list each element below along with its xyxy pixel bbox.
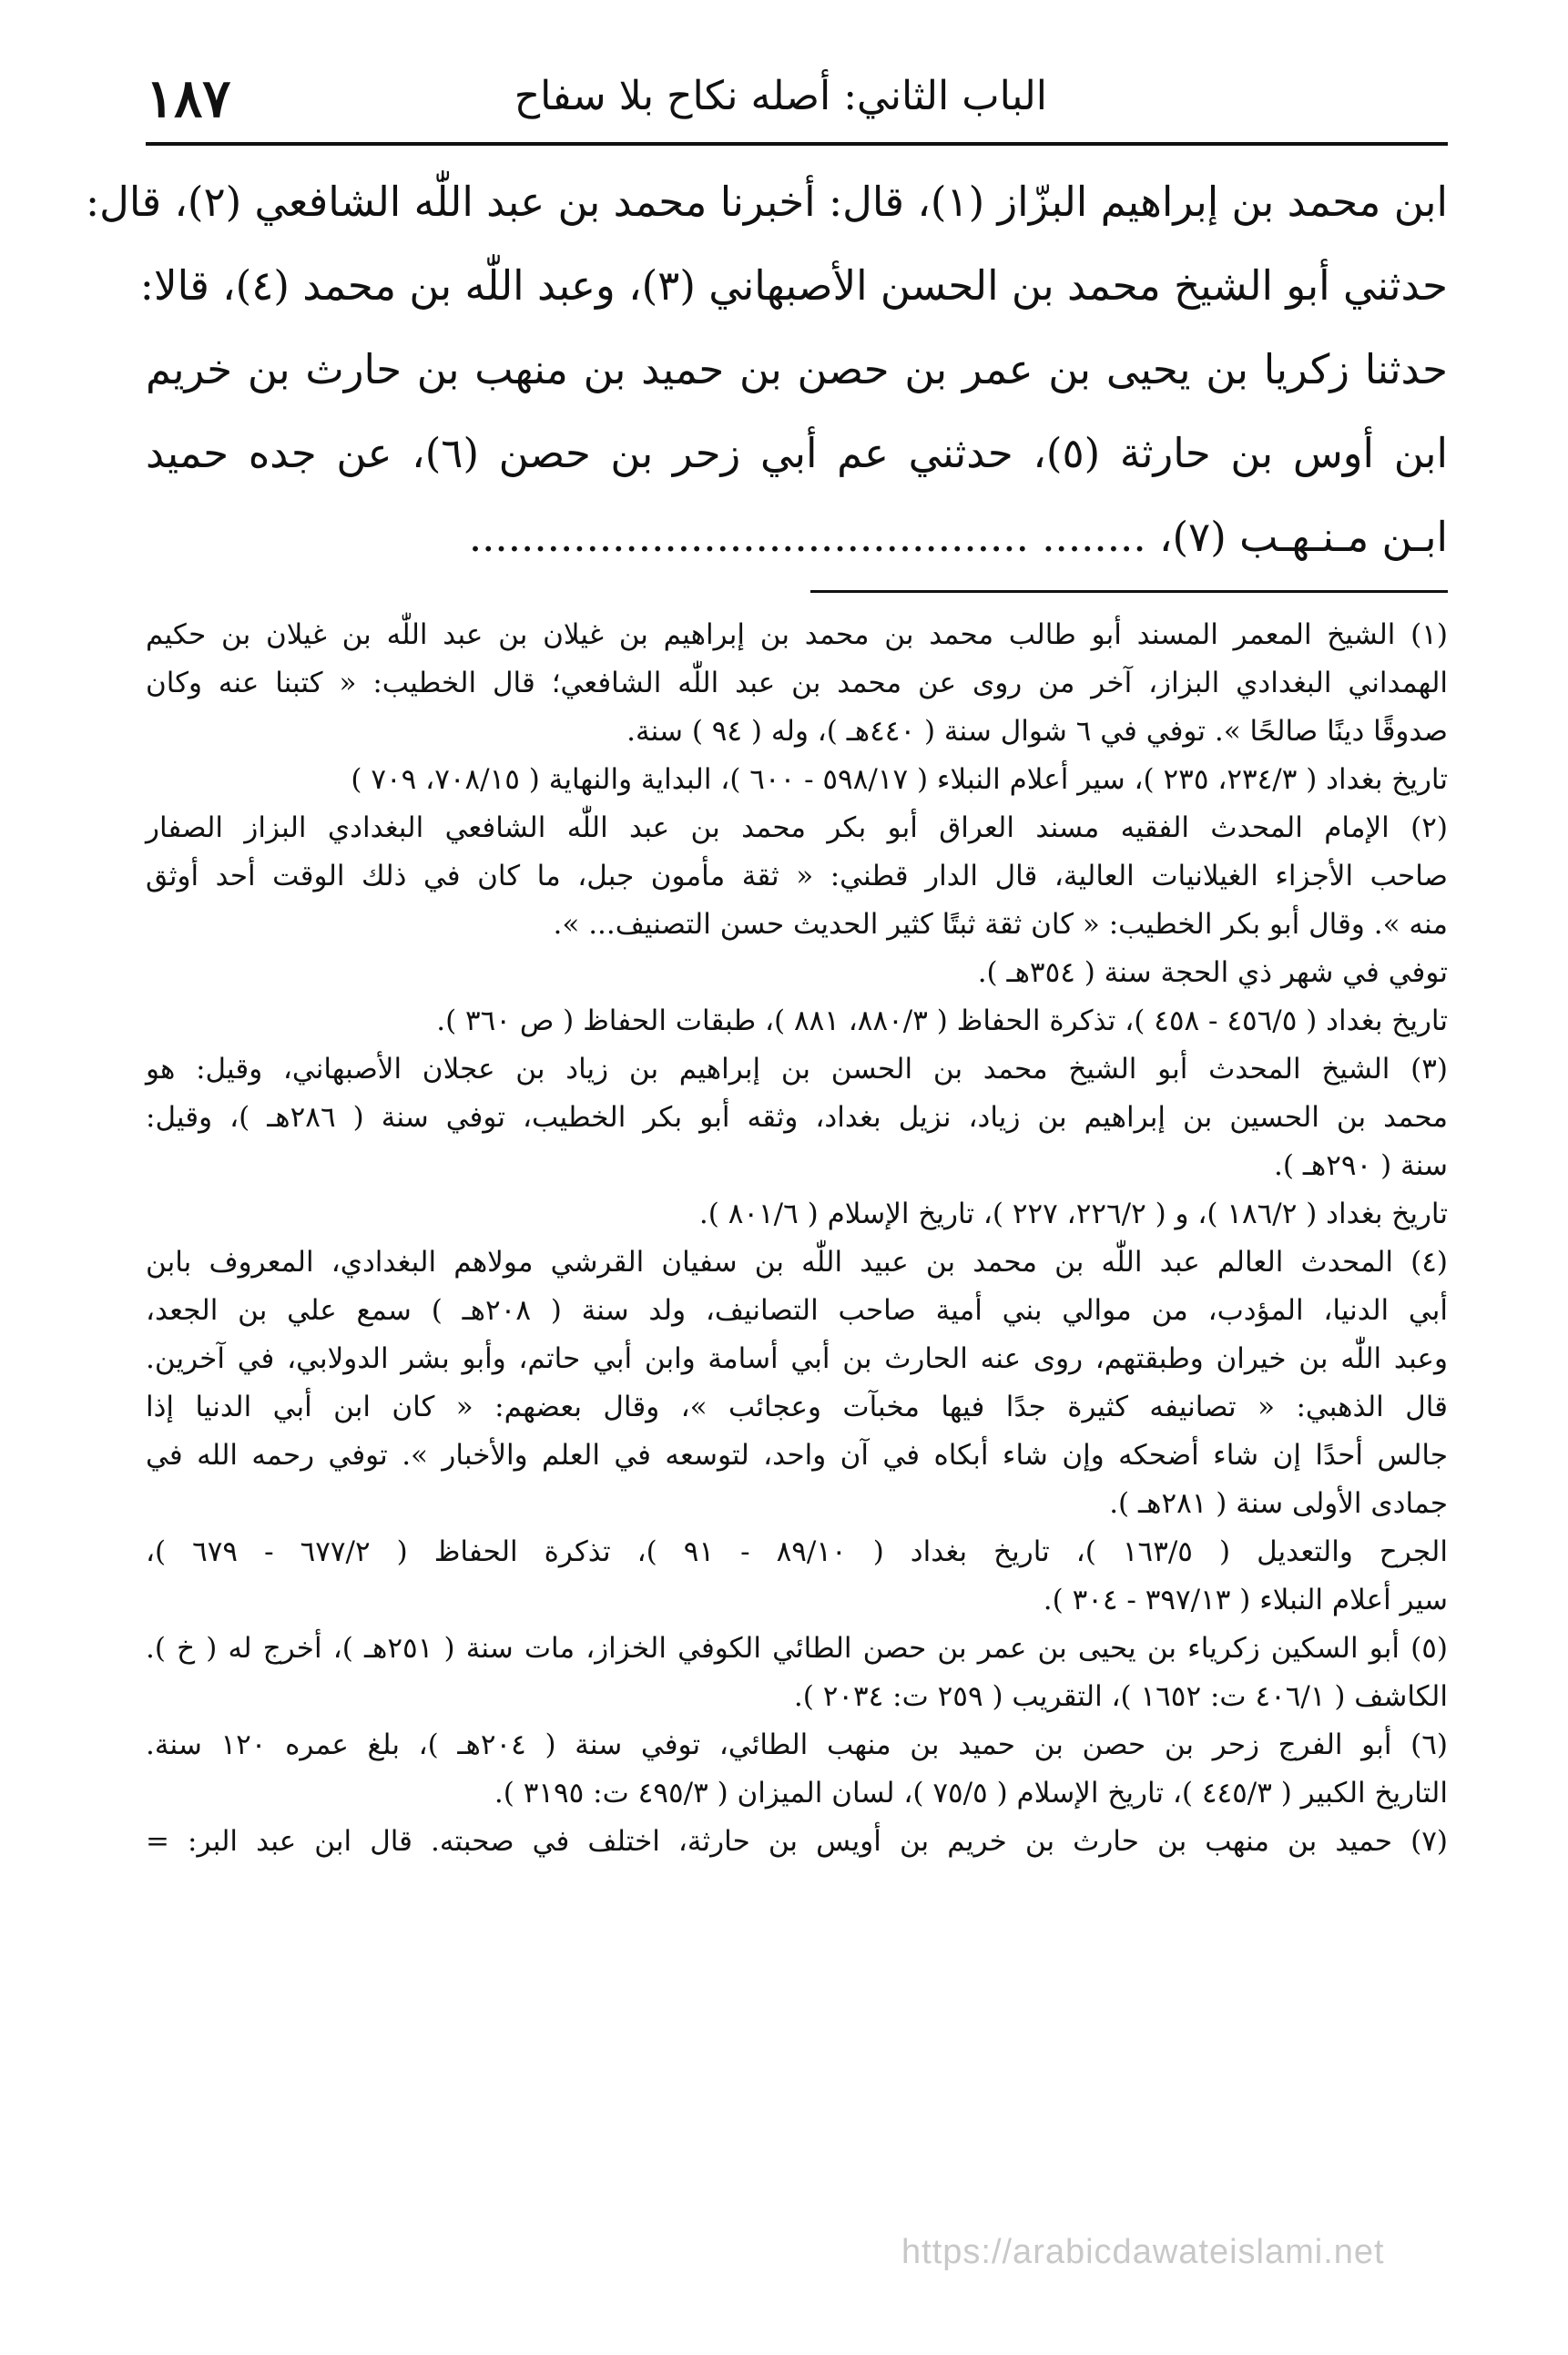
book-page <box>86 55 1448 1866</box>
footnote-line: صاحب الأجزاء الغيلانيات العالية، قال الدار قطني: « ثقة مأمون جبل، ما كان في ذلك الوقت أحد أوثق <box>146 860 1448 892</box>
footnote-reference: التاريخ الكبير ( ٤٤٥/٣ )، تاريخ الإسلام ( ٧٥/٥ )، لسان الميزان ( ٤٩٥/٣ ت: ٣١٩٥ ). <box>494 1777 1448 1810</box>
footnote-line: جمادى الأولى سنة ( ٢٨١هـ ). <box>1109 1487 1448 1520</box>
main-text-line: ابن محمد بن إبراهيم البزّاز (١)، قال: أخبرنا محمد بن عبد اللّٰه الشافعي (٢)، قال: <box>86 178 1448 226</box>
footnote-rule <box>810 590 1448 593</box>
main-text-line: حدثنا زكريا بن يحيى بن عمر بن حصن بن حميد بن منهب بن حارث بن خريم <box>146 345 1448 393</box>
footnote-reference: تاريخ بغداد ( ٤٥٦/٥ - ٤٥٨ )، تذكرة الحفاظ ( ٨٨٠/٣، ٨٨١ )، طبقات الحفاظ ( ص ٣٦٠ ). <box>436 1004 1448 1037</box>
footnote-line: وعبد اللّٰه بن خيران وطبقتهم، روى عنه الحارث بن أبي أسامة وابن أبي حاتم، وأبو بشر الدولابي، في آخرين. <box>146 1342 1448 1375</box>
footnote-line: سنة ( ٢٩٠هـ ). <box>1274 1149 1448 1182</box>
footnote-reference: سير أعلام النبلاء ( ٣٩٧/١٣ - ٣٠٤ ). <box>1043 1584 1448 1616</box>
footnote-line: جالس أحدًا إن شاء أضحكه وإن شاء أبكاه في آن واحد، لتوسعه في العلم والأخبار ». توفي رحمه الله في <box>146 1439 1448 1472</box>
main-text <box>86 160 1448 579</box>
footnote-line: منه ». وقال أبو بكر الخطيب: « كان ثقة ثبتًا كثير الحديث حسن التصنيف... ». <box>553 908 1448 941</box>
page-header <box>146 55 1448 142</box>
main-text-line: حدثني أبو الشيخ محمد بن الحسن الأصبهاني (٣)، وعبد اللّٰه بن محمد (٤)، قالا: <box>139 261 1448 310</box>
main-text-line: ابـن مـنـهـب (٧)، ........ ........................................... <box>468 513 1448 561</box>
header-rule <box>146 142 1448 146</box>
running-title: الباب الثاني: أصله نكاح بلا سفاح <box>514 73 1047 119</box>
footnote-reference: الكاشف ( ٤٠٦/١ ت: ١٦٥٢ )، التقريب ( ٢٥٩ ت: ٢٠٣٤ ). <box>793 1680 1448 1713</box>
footnote-line: قال الذهبي: « تصانيفه كثيرة جدًا فيها مخبآت وعجائب »، وقال بعضهم: « كان ابن أبي الدنيا إذا <box>146 1391 1448 1423</box>
page-number: ١٨٧ <box>146 67 231 129</box>
watermark-url: https://arabicdawateislami.net <box>901 2233 1385 2271</box>
footnote-line: توفي في شهر ذي الحجة سنة ( ٣٥٤هـ ). <box>977 956 1448 989</box>
footnote-line: الهمداني البغدادي البزاز، آخر من روى عن محمد بن عبد اللّٰه الشافعي؛ قال الخطيب: « كتبنا عنه وكان <box>146 667 1448 699</box>
footnote-reference: الجرح والتعديل ( ١٦٣/٥ )، تاريخ بغداد ( ٨٩/١٠ - ٩١ )، تذكرة الحفاظ ( ٦٧٧/٢ - ٦٧٩ )، <box>146 1535 1448 1568</box>
footnote-line: (٧) حميد بن منهب بن حارث بن خريم بن أويس بن حارثة، اختلف في صحبته. قال ابن عبد البر: = <box>146 1825 1448 1858</box>
footnote-line: محمد بن الحسين بن إبراهيم بن زياد، نزيل بغداد، وثقه أبو بكر الخطيب، توفي سنة ( ٢٨٦هـ )، وقيل: <box>146 1101 1448 1134</box>
footnote-line: (٣) الشيخ المحدث أبو الشيخ محمد بن الحسن بن إبراهيم بن زياد بن عجلان الأصبهاني، وقيل: هو <box>146 1053 1448 1086</box>
footnote-line: (٦) أبو الفرج زحر بن حصن بن حميد بن منهب الطائي، توفي سنة ( ٢٠٤هـ )، بلغ عمره ١٢٠ سنة. <box>146 1728 1448 1761</box>
main-text-line: ابن أوس بن حارثة (٥)، حدثني عم أبي زحر بن حصن (٦)، عن جده حميد <box>146 429 1448 477</box>
footnote-line: (٤) المحدث العالم عبد اللّٰه بن محمد بن عبيد اللّٰه بن سفيان القرشي مولاهم البغدادي، المعروف بابن <box>146 1246 1448 1279</box>
footnote-line: (١) الشيخ المعمر المسند أبو طالب محمد بن محمد بن إبراهيم بن غيلان بن عبد اللّٰه بن غيلان بن حكيم <box>146 618 1448 651</box>
footnote-reference: تاريخ بغداد ( ١٨٦/٢ )، و ( ٢٢٦/٢، ٢٢٧ )، تاريخ الإسلام ( ٨٠١/٦ ). <box>698 1198 1448 1230</box>
footnote-line: (٥) أبو السكين زكرياء بن يحيى بن عمر بن حصن الطائي الكوفي الخزاز، مات سنة ( ٢٥١هـ )، أخرج له ( خ ). <box>146 1632 1448 1665</box>
footnotes <box>146 611 1448 1866</box>
footnote-reference: تاريخ بغداد ( ٢٣٤/٣، ٢٣٥ )، سير أعلام النبلاء ( ٥٩٨/١٧ - ٦٠٠ )، البداية والنهاية ( ٧٠٨/١٥، ٧٠٩ ) <box>351 763 1448 796</box>
footnote-line: أبي الدنيا، المؤدب، من موالي بني أمية صاحب التصانيف، ولد سنة ( ٢٠٨هـ ) سمع علي بن الجعد، <box>146 1294 1448 1327</box>
footnote-line: (٢) الإمام المحدث الفقيه مسند العراق أبو بكر محمد بن عبد اللّٰه الشافعي البغدادي البزاز الصفار <box>146 811 1448 844</box>
footnote-line: صدوقًا دينًا صالحًا ». توفي في ٦ شوال سنة ( ٤٤٠هـ )، وله ( ٩٤ ) سنة. <box>626 715 1448 748</box>
